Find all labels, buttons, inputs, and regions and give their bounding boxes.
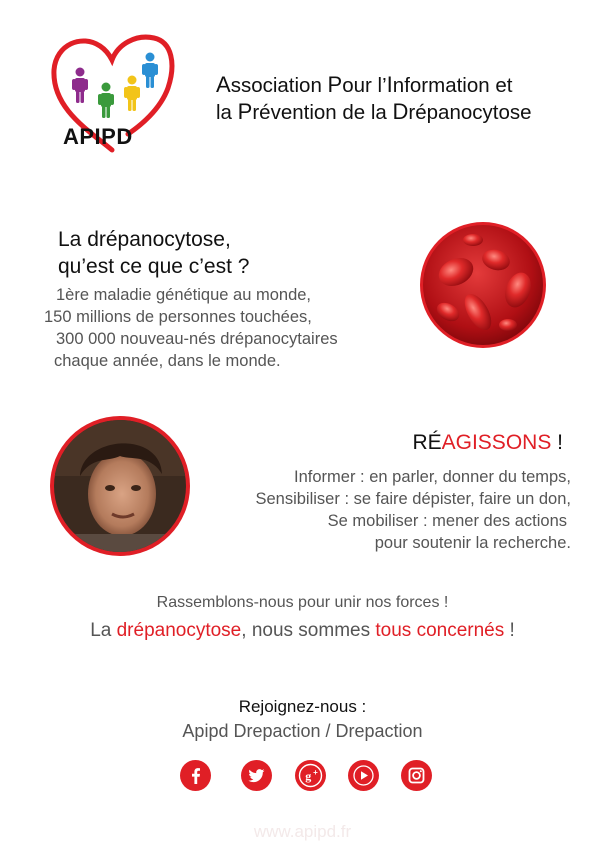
svg-text:+: + bbox=[313, 768, 318, 777]
twitter-icon[interactable] bbox=[241, 760, 272, 791]
child-portrait-image bbox=[50, 416, 190, 556]
fact-line: chaque année, dans le monde. bbox=[54, 352, 281, 370]
section-2-body bbox=[255, 466, 571, 554]
google-plus-icon[interactable] bbox=[295, 760, 326, 791]
youtube-icon[interactable] bbox=[348, 760, 379, 791]
section-1-body bbox=[44, 284, 338, 372]
instagram-icon[interactable] bbox=[401, 760, 432, 791]
section-1-title: La drépanocytose, qu’est ce que c’est ? bbox=[58, 228, 250, 278]
rally-text: Rassemblons-nous pour unir nos forces ! bbox=[156, 594, 449, 611]
website-url[interactable]: www.apipd.fr bbox=[253, 822, 352, 841]
section-2-title: RÉAGISSONS ! bbox=[412, 431, 563, 454]
social-handles: Apipd Drepaction / Drepaction bbox=[182, 721, 423, 741]
person-purple-icon bbox=[72, 68, 88, 104]
red-blood-cells-image bbox=[418, 220, 548, 350]
action-line: Se mobiliser : mener des actions bbox=[327, 512, 567, 530]
fact-line: 150 millions de personnes touchées, bbox=[44, 308, 312, 326]
fact-line: 300 000 nouveau-nés drépanocytaires bbox=[56, 330, 338, 348]
logo-text: APIPD bbox=[63, 124, 133, 149]
action-line: pour soutenir la recherche. bbox=[374, 534, 571, 552]
person-green-icon bbox=[98, 83, 114, 119]
slogan: La drépanocytose, nous sommes tous concernés ! bbox=[90, 620, 515, 641]
action-line: Sensibiliser : se faire dépister, faire un don, bbox=[255, 490, 571, 508]
association-name-line-1: Association Pour l’Information et bbox=[216, 72, 513, 97]
association-name-line-2: la Prévention de la Drépanocytose bbox=[216, 99, 532, 124]
fact-line: 1ère maladie génétique au monde, bbox=[56, 286, 312, 304]
svg-text:g: g bbox=[305, 769, 312, 783]
person-blue-icon bbox=[142, 53, 158, 89]
action-line: Informer : en parler, donner du temps, bbox=[294, 468, 571, 486]
join-title: Rejoignez-nous : bbox=[238, 697, 367, 716]
facebook-icon[interactable] bbox=[180, 760, 211, 791]
person-yellow-icon bbox=[124, 76, 140, 112]
